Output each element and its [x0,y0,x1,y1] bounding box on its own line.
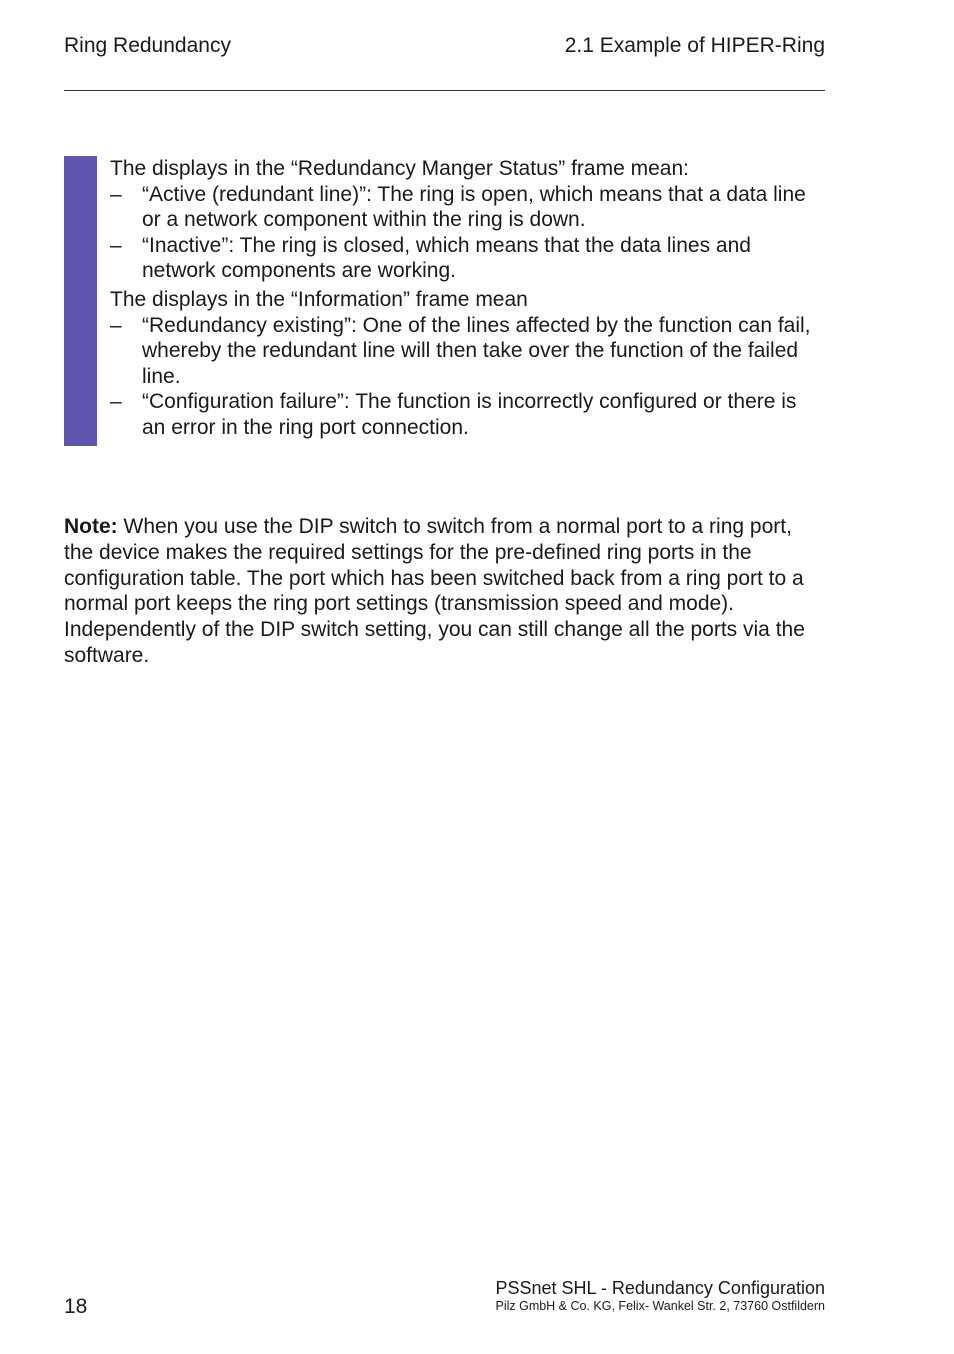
note-paragraph [64,514,825,669]
list-item [110,313,825,390]
dash-bullet: – [110,313,122,337]
callout-box [110,156,825,444]
list-item-text: “Configuration failure”: The function is incorrectly configured or there is an error in the ring port connection. [142,390,797,439]
dash-bullet: – [110,182,122,206]
status-intro: The displays in the “Redundancy Manger Status” frame mean: [110,157,689,180]
header-divider [64,90,825,91]
list-item [110,182,825,233]
status-list [110,182,825,284]
callout-accent-bar [64,156,97,446]
note-text: When you use the DIP switch to switch from a normal port to a ring port, the device makes the required settings for the pre-defined ring ports in the configuration table. The port which has been switched back from a ring port to a normal port keeps the ring port settings (transmission speed and mode). Independently of the DIP switch setting, you can still change all the ports via the software. [64,515,805,667]
footer-document-title: PSSnet SHL - Redundancy Configuration [495,1278,825,1298]
list-item [110,233,825,284]
information-intro: The displays in the “Information” frame mean [110,287,528,311]
list-item-text: “Inactive”: The ring is closed, which means that the data lines and network components are working. [142,233,751,283]
list-item-text: “Active (redundant line)”: The ring is open, which means that a data line or a network component within the ring is down. [142,182,806,232]
running-header-chapter: 2.1 Example of HIPER-Ring [564,34,825,57]
dash-bullet: – [110,233,122,257]
footer-company-address: Pilz GmbH & Co. KG, Felix- Wankel Str. 2, 73760 Ostfildern [495,1299,825,1313]
list-item [110,389,825,440]
note-label: Note: [64,515,118,538]
running-header-section: Ring Redundancy [64,34,231,57]
page-number: 18 [64,1295,88,1318]
list-item-text: “Redundancy existing”: One of the lines affected by the function can fail, whereby the redundant line will then take over the function of the failed line. [142,313,811,388]
dash-bullet: – [110,390,122,414]
information-list [110,313,825,441]
